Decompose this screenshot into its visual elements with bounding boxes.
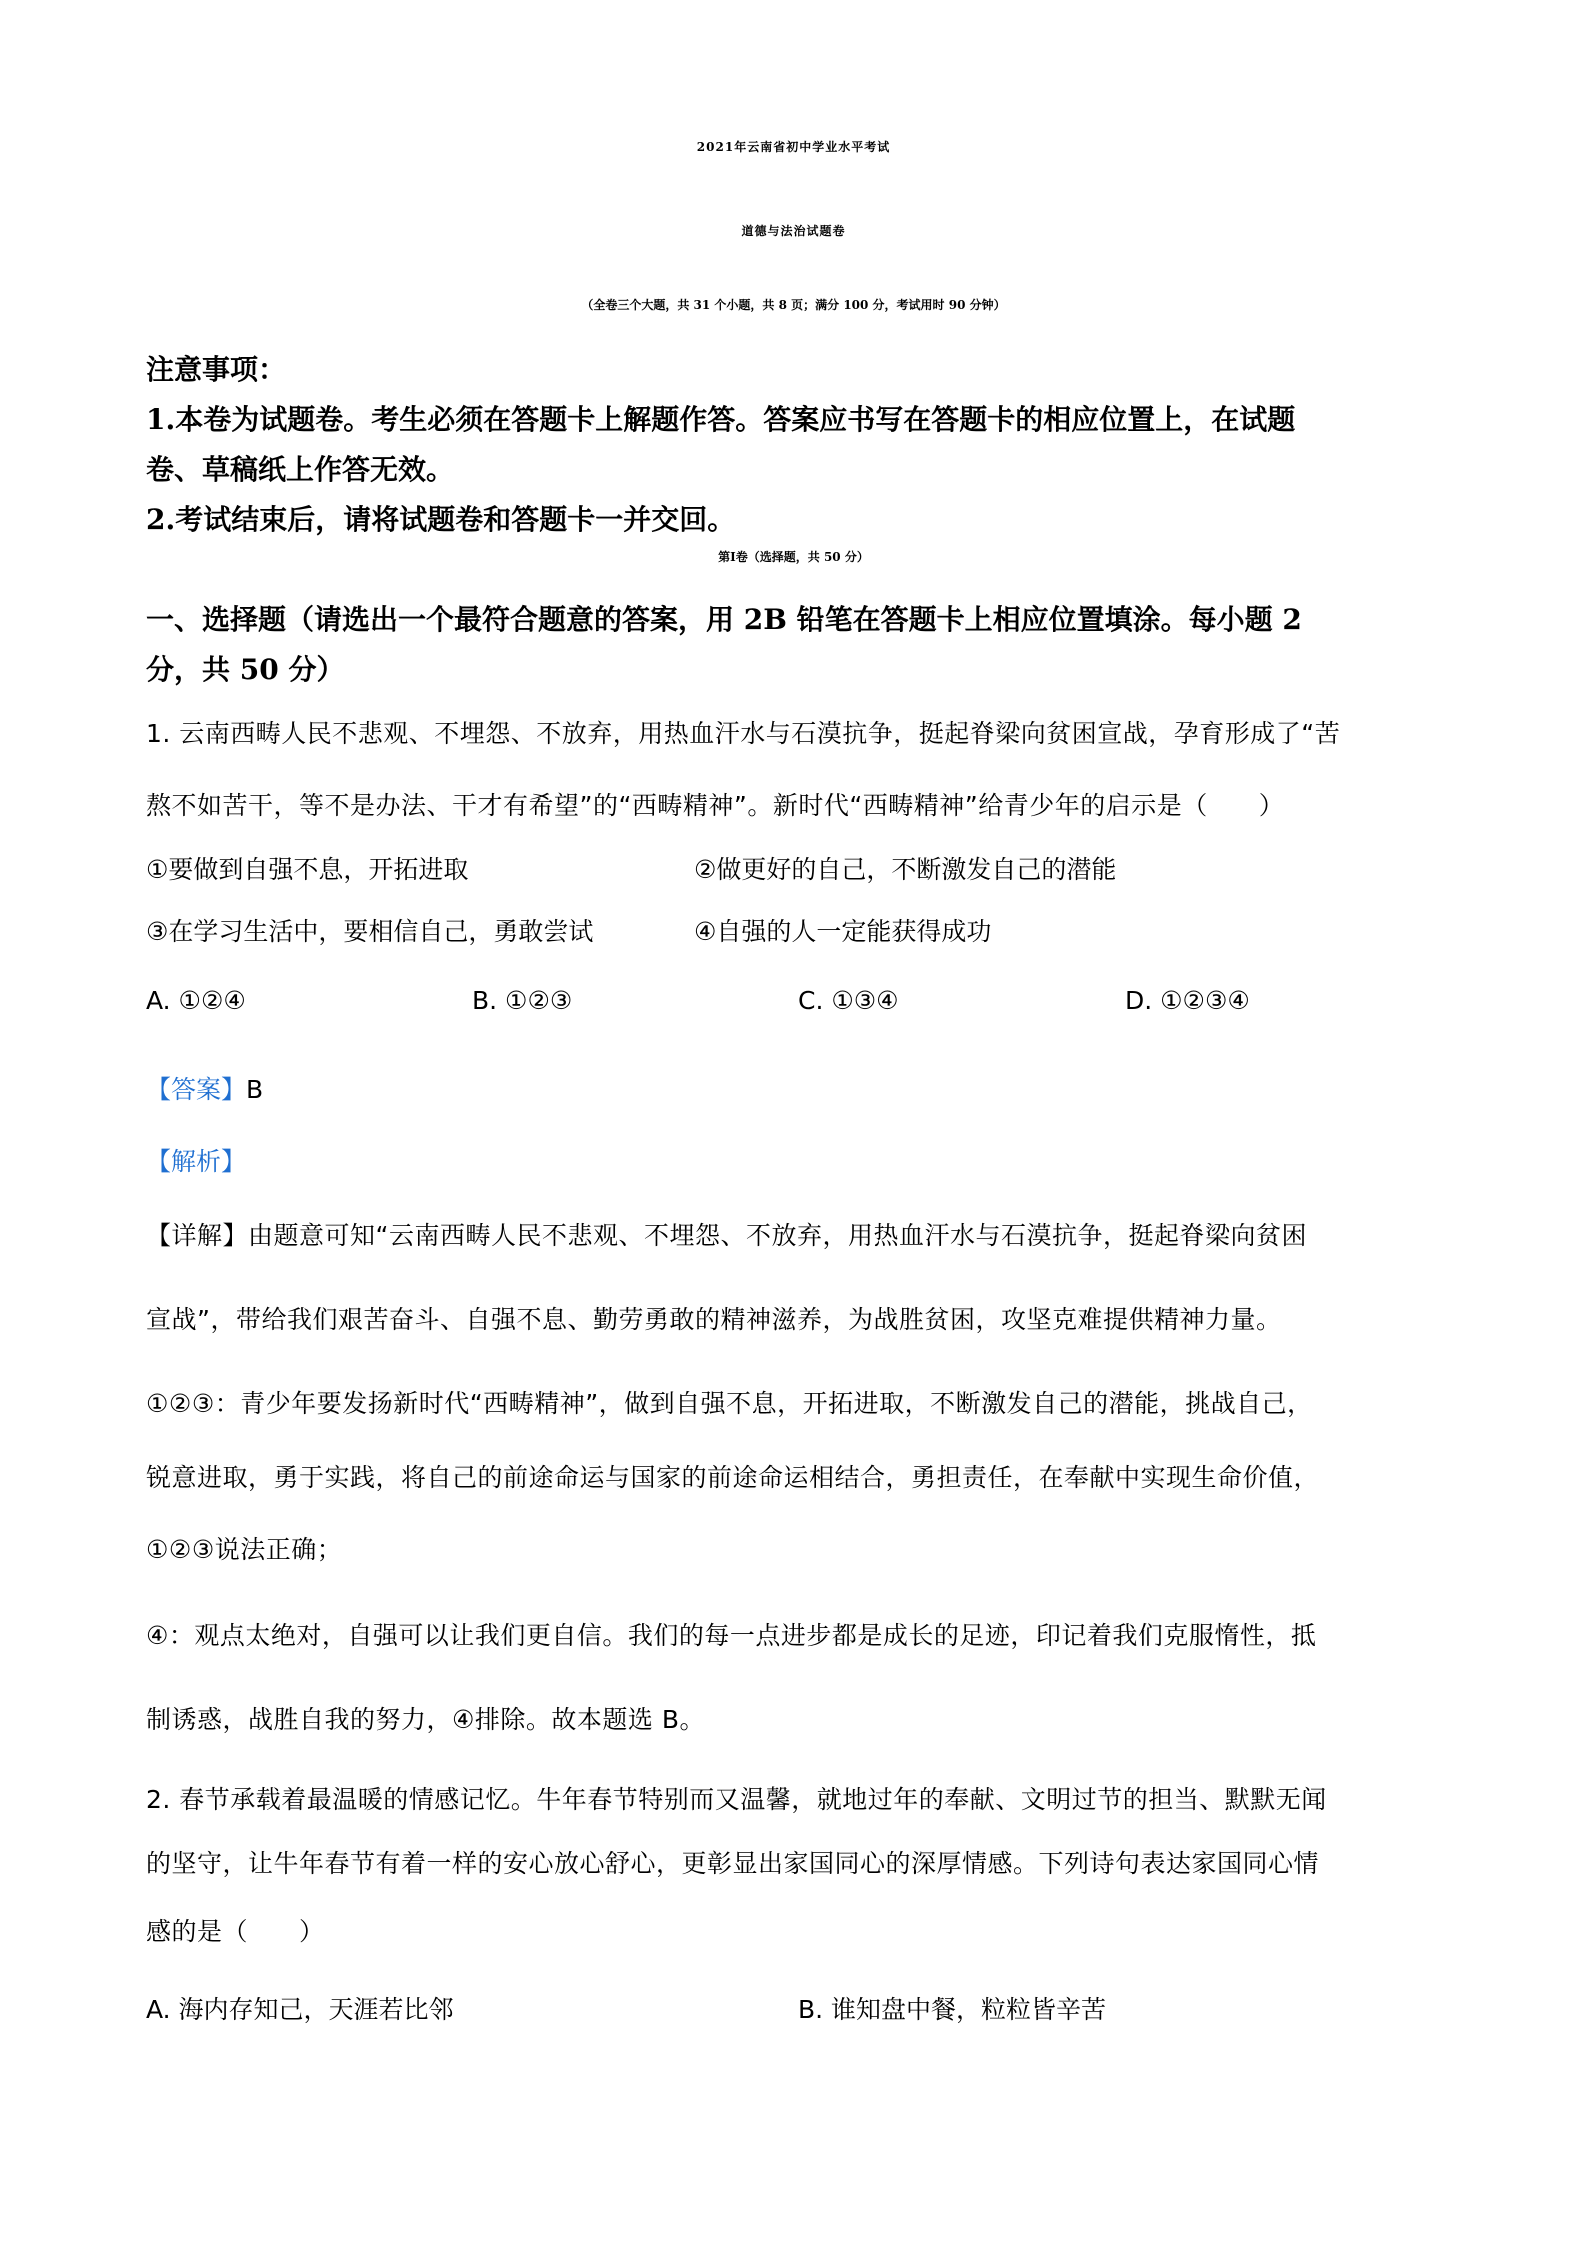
q1-option-a: A. ①②④ — [146, 986, 246, 1015]
exam-title: 2021年云南省初中学业水平考试 — [696, 140, 891, 154]
q1-stem-line-1: 1. 云南西畴人民不悲观、不埋怨、不放弃，用热血汗水与石漠抗争，挺起脊梁向贫困宣战，孕育形成了“苦 — [146, 719, 1341, 748]
q1-statement-1: ①要做到自强不息，开拓进取 — [146, 855, 469, 884]
answer-value: B — [246, 1075, 264, 1104]
notice-item-1-line-2: 卷、草稿纸上作答无效。 — [146, 453, 455, 486]
q1-statement-4: ④自强的人一定能获得成功 — [694, 917, 992, 946]
section-heading-line-1: 一、选择题（请选出一个最符合题意的答案，用 2B 铅笔在答题卡上相应位置填涂。每小题 2 — [146, 603, 1302, 636]
q2-stem-line-2: 的坚守，让牛年春节有着一样的安心放心舒心，更彰显出家国同心的深厚情感。下列诗句表达家国同心情 — [146, 1849, 1320, 1878]
notice-heading: 注意事项： — [146, 353, 287, 386]
q1-option-d: D. ①②③④ — [1125, 986, 1250, 1015]
q2-option-b: B. 谁知盘中餐，粒粒皆辛苦 — [798, 1995, 1107, 2024]
q1-detail-line-1: 【详解】由题意可知“云南西畴人民不悲观、不埋怨、不放弃，用热血汗水与石漠抗争，挺起脊梁向贫困 — [146, 1221, 1307, 1250]
q1-statement-3: ③在学习生活中，要相信自己，勇敢尝试 — [146, 917, 594, 946]
notice-item-1-line-1: 1.本卷为试题卷。考生必须在答题卡上解题作答。答案应书写在答题卡的相应位置上，在试题 — [146, 403, 1296, 436]
q2-option-a: A. 海内存知己，天涯若比邻 — [146, 1995, 454, 2024]
answer-label: 【答案】 — [146, 1075, 247, 1104]
exam-info: （全卷三个大题，共 31 个小题，共 8 页；满分 100 分，考试用时 90 分钟） — [581, 298, 1006, 312]
q1-stem-line-2: 熬不如苦干，等不是办法、干才有希望”的“西畴精神”。新时代“西畴精神”给青少年的启示是（ ） — [146, 791, 1285, 820]
q1-statement-2: ②做更好的自己，不断激发自己的潜能 — [694, 855, 1117, 884]
q2-stem-line-3: 感的是（ ） — [146, 1917, 325, 1946]
part1-heading: 第Ⅰ卷（选择题，共 50 分） — [718, 550, 869, 564]
section-heading-line-2: 分，共 50 分） — [146, 653, 345, 686]
q1-detail-line-7: 制诱惑，战胜自我的努力，④排除。故本题选 B。 — [146, 1705, 706, 1734]
q1-detail-line-6: ④：观点太绝对，自强可以让我们更自信。我们的每一点进步都是成长的足迹，印记着我们克服惰性，抵 — [146, 1621, 1317, 1650]
q1-option-b: B. ①②③ — [472, 986, 573, 1015]
q1-detail-line-5: ①②③说法正确； — [146, 1535, 343, 1564]
q1-analysis-label: 【解析】 — [146, 1147, 247, 1176]
q1-detail-line-4: 锐意进取，勇于实践，将自己的前途命运与国家的前途命运相结合，勇担责任，在奉献中实现生命价值， — [146, 1463, 1320, 1492]
q1-option-c: C. ①③④ — [798, 986, 899, 1015]
q2-stem-line-1: 2. 春节承载着最温暖的情感记忆。牛年春节特别而又温馨，就地过年的奉献、文明过节的担当、默默无闻 — [146, 1785, 1327, 1814]
notice-item-2: 2.考试结束后，请将试题卷和答题卡一并交回。 — [146, 503, 736, 536]
q1-answer — [146, 1070, 263, 1106]
q1-detail-line-2: 宣战”，带给我们艰苦奋斗、自强不息、勤劳勇敢的精神滋养，为战胜贫困，攻坚克难提供精神力量。 — [146, 1305, 1282, 1334]
q1-detail-line-3: ①②③：青少年要发扬新时代“西畴精神”，做到自强不息，开拓进取，不断激发自己的潜能，挑战自己， — [146, 1389, 1313, 1418]
exam-subtitle: 道德与法治试题卷 — [741, 224, 846, 238]
